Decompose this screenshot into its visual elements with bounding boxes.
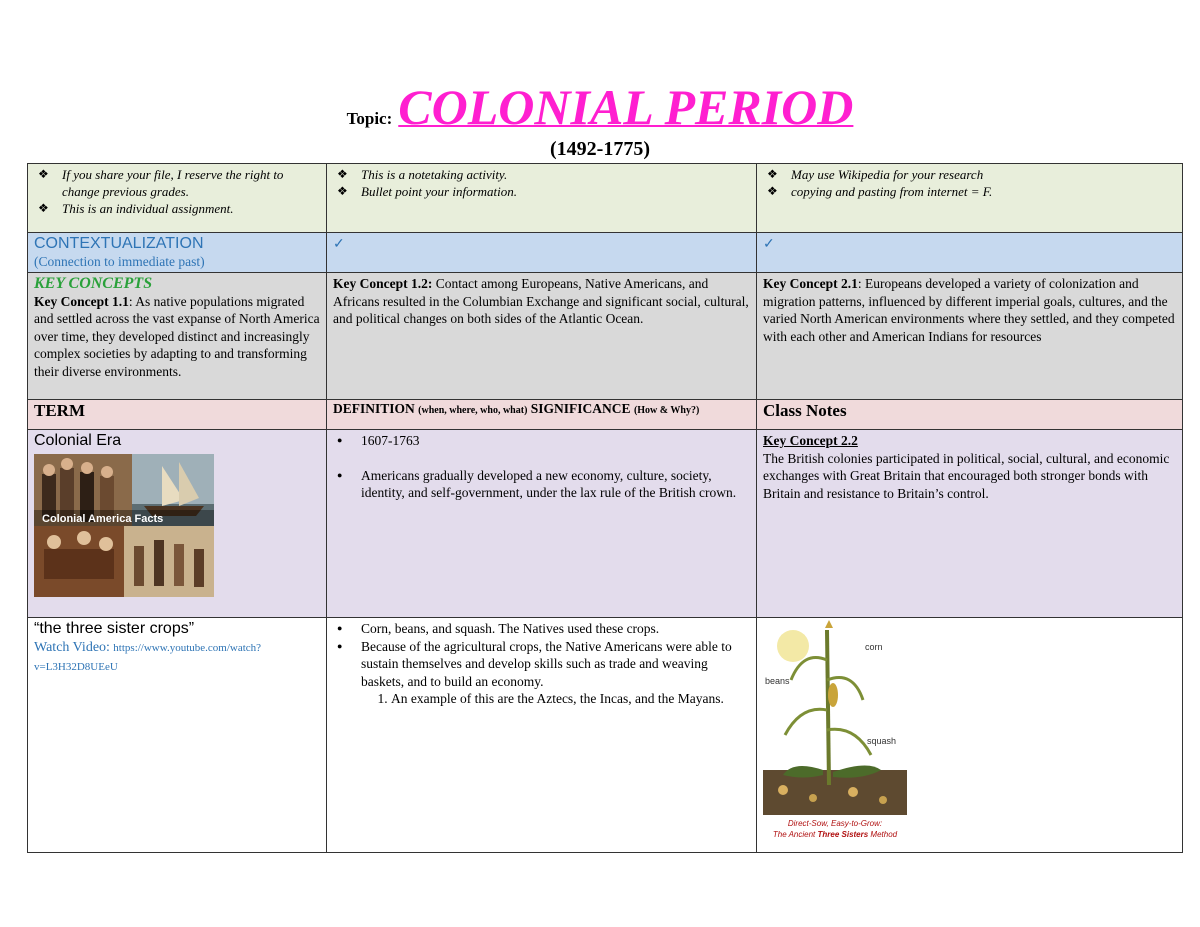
three-sisters-term: “the three sister crops” — [34, 620, 195, 637]
contextualization-title: CONTEXTUALIZATION — [34, 235, 204, 252]
colonial-era-definition-cell — [327, 430, 757, 618]
contextualization-check-cell-1 — [327, 233, 757, 273]
instructions-cell-1 — [28, 164, 327, 233]
notes-table — [27, 163, 1183, 853]
date-range: (1492-1775) — [550, 138, 650, 160]
instructions-cell-2 — [327, 164, 757, 233]
key-concepts-heading: KEY CONCEPTS — [34, 275, 153, 292]
key-concept-1-1-label: Key Concept 1.1 — [34, 293, 129, 309]
image-caption-line-1: Direct-Sow, Easy-to-Grow: — [787, 819, 883, 828]
definition-header-cell — [327, 400, 757, 430]
three-sisters-row — [28, 618, 1183, 853]
colonial-era-row — [28, 430, 1183, 618]
key-concept-2-1-cell — [757, 273, 1183, 400]
three-sisters-definition-cell — [327, 618, 757, 853]
contextualization-cell — [28, 233, 327, 273]
definition-bullet: ● Americans gradually developed a new economy, culture, society, identity, and self-government, under the lax rule of the British crown. — [333, 467, 750, 502]
three-sisters-image — [763, 620, 907, 844]
key-concept-1-2-label: Key Concept 1.2: — [333, 276, 433, 291]
corn-label: corn — [865, 642, 883, 652]
contextualization-subtitle: (Connection to immediate past) — [34, 253, 205, 269]
key-concept-1-1-text: : As native populations migrated and settled across the vast expanse of North America over time, they developed distinct and increasingly complex societies by adapting to and transforming their diverse environments. — [34, 293, 320, 379]
youtube-link[interactable]: https://www.youtube.com/watch?v=L3H32D8UEeU — [34, 641, 262, 673]
definition-header-hint: (when, where, who, what) — [418, 405, 528, 416]
term-header: TERM — [34, 401, 85, 420]
key-concept-2-1-text: : Europeans developed a variety of colonization and migration patterns, influenced by different imperial goals, cultures, and the varied North American environments where they settled, and they competed with each other and American Indians for resources — [763, 276, 1175, 344]
instruction-item: ❖ If you share your file, I reserve the right to change previous grades. — [34, 166, 320, 200]
three-sisters-term-cell — [28, 618, 327, 853]
image-caption-post: Method — [868, 830, 898, 839]
contextualization-row — [28, 233, 1183, 273]
colonial-era-term: Colonial Era — [34, 432, 122, 449]
key-concept-1-1-cell — [28, 273, 327, 400]
contextualization-check-cell-2 — [757, 233, 1183, 273]
definition-bullet: ● Corn, beans, and squash. The Natives used these crops. — [333, 620, 750, 638]
three-sisters-notes-cell — [757, 618, 1183, 853]
instruction-item: ❖ copying and pasting from internet = F. — [763, 183, 1176, 200]
check-icon: ✓ — [333, 237, 345, 252]
image-caption-pre: The Ancient — [772, 830, 818, 839]
colonial-era-term-cell — [28, 430, 327, 618]
class-notes-header: Class Notes — [763, 401, 847, 420]
squash-label: squash — [867, 736, 897, 746]
instruction-item: ❖ This is a notetaking activity. — [333, 166, 750, 183]
definition-header: DEFINITION — [333, 401, 415, 416]
column-header-row — [28, 400, 1183, 430]
collage-caption: Colonial America Facts — [42, 512, 164, 525]
class-notes-header-cell — [757, 400, 1183, 430]
title-row — [0, 78, 1200, 136]
key-concept-2-1-label: Key Concept 2.1 — [763, 276, 858, 291]
svg-text:The Ancient Three Sisters Meth — [773, 830, 898, 839]
key-concept-1-2-cell — [327, 273, 757, 400]
topic-label: Topic: — [346, 109, 393, 128]
instruction-item: ❖ May use Wikipedia for your research — [763, 166, 1176, 183]
significance-header: SIGNIFICANCE — [530, 401, 631, 416]
definition-bullet: ● 1607-1763 — [333, 432, 750, 450]
instructions-cell-3 — [757, 164, 1183, 233]
term-header-cell — [28, 400, 327, 430]
beans-label: beans — [765, 676, 790, 686]
instructions-row — [28, 164, 1183, 233]
check-icon: ✓ — [763, 237, 775, 252]
image-caption-bold: Three Sisters — [817, 830, 869, 839]
key-concept-1-2-text: Contact among Europeans, Native Americans, and Africans resulted in the Columbian Exchange and significant social, cultural, and political changes on both sides of the Atlantic Ocean. — [333, 276, 749, 326]
colonial-era-notes-cell — [757, 430, 1183, 618]
numbered-item: 1. An example of this are the Aztecs, the Incas, and the Mayans. — [391, 690, 750, 708]
instruction-item: ❖ This is an individual assignment. — [34, 200, 320, 217]
key-concept-2-2-text: The British colonies participated in political, social, cultural, and economic exchanges with Great Britain that encouraged both stronger bonds with Britain and resistance to Britain’s control. — [763, 450, 1170, 501]
key-concepts-row — [28, 273, 1183, 400]
watch-video-label: Watch Video: — [34, 639, 110, 655]
instruction-item: ❖ Bullet point your information. — [333, 183, 750, 200]
colonial-america-collage-image — [34, 454, 214, 597]
page-title: COLONIAL PERIOD — [398, 79, 854, 135]
significance-header-hint: (How & Why?) — [633, 405, 700, 416]
definition-bullet: ● Because of the agricultural crops, the Native Americans were able to sustain themselves and develop skills such as trade and weaving baskets, and to build an economy. — [333, 638, 750, 691]
key-concept-2-2-label: Key Concept 2.2 — [763, 433, 858, 448]
